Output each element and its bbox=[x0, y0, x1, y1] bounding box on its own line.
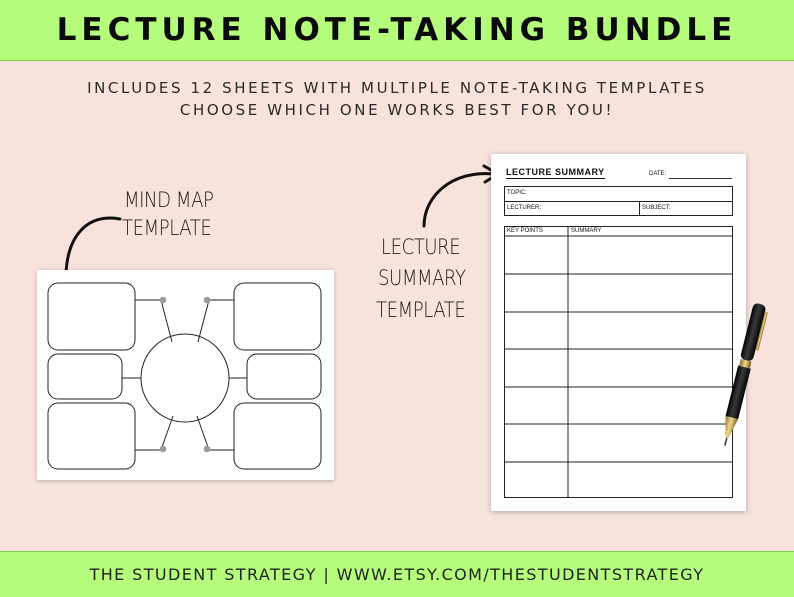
intro-line-2: CHOOSE WHICH ONE WORKS BEST FOR YOU! bbox=[179, 101, 615, 119]
sheet-topic-label: TOPIC: bbox=[507, 190, 527, 196]
mind-map-label-line-2: TEMPLATE bbox=[122, 216, 212, 240]
mind-map-box-top-left bbox=[48, 283, 135, 350]
summary-label-line-1: LECTURE bbox=[381, 235, 461, 259]
mind-map-center-circle bbox=[141, 334, 229, 422]
sheet-title: LECTURE SUMMARY bbox=[506, 167, 605, 177]
sheet-date-label: DATE: bbox=[649, 171, 667, 177]
mind-map-label-line-1: MIND MAP bbox=[124, 188, 214, 212]
summary-arrow-icon bbox=[418, 162, 502, 234]
sheet-column-summary: SUMMARY bbox=[571, 228, 602, 234]
intro-line-1: INCLUDES 12 SHEETS WITH MULTIPLE NOTE-TAKING TEMPLATES bbox=[87, 79, 707, 97]
sheet-notes-table bbox=[504, 226, 734, 499]
footer-text: THE STUDENT STRATEGY | WWW.ETSY.COM/THESTUDENTSTRATEGY bbox=[89, 565, 705, 584]
mind-map-diagram bbox=[37, 270, 334, 480]
sheet-column-key-points: KEY POINTS bbox=[507, 228, 543, 234]
mind-map-box-bottom-left bbox=[48, 403, 135, 469]
mind-map-box-top-right bbox=[234, 283, 321, 350]
mind-map-box-middle-right bbox=[247, 354, 321, 399]
sheet-info-vertical-divider bbox=[639, 201, 640, 216]
sheet-lecturer-label: LECTURER: bbox=[507, 205, 542, 211]
mind-map-box-bottom-right bbox=[234, 403, 321, 469]
footer-banner bbox=[0, 551, 794, 597]
summary-label-line-2: SUMMARY bbox=[378, 266, 466, 290]
lecture-summary-template-preview bbox=[491, 154, 746, 511]
summary-label-line-3: TEMPLATE bbox=[376, 298, 466, 322]
mind-map-box-middle-left bbox=[48, 354, 122, 399]
sheet-date-line bbox=[669, 178, 732, 179]
sheet-info-divider bbox=[504, 201, 733, 202]
sheet-subject-label: SUBJECT: bbox=[642, 205, 671, 211]
page-title: LECTURE NOTE-TAKING BUNDLE bbox=[56, 12, 738, 48]
mind-map-template-preview bbox=[37, 270, 334, 480]
title-banner bbox=[0, 0, 794, 61]
pen-icon bbox=[715, 298, 771, 453]
